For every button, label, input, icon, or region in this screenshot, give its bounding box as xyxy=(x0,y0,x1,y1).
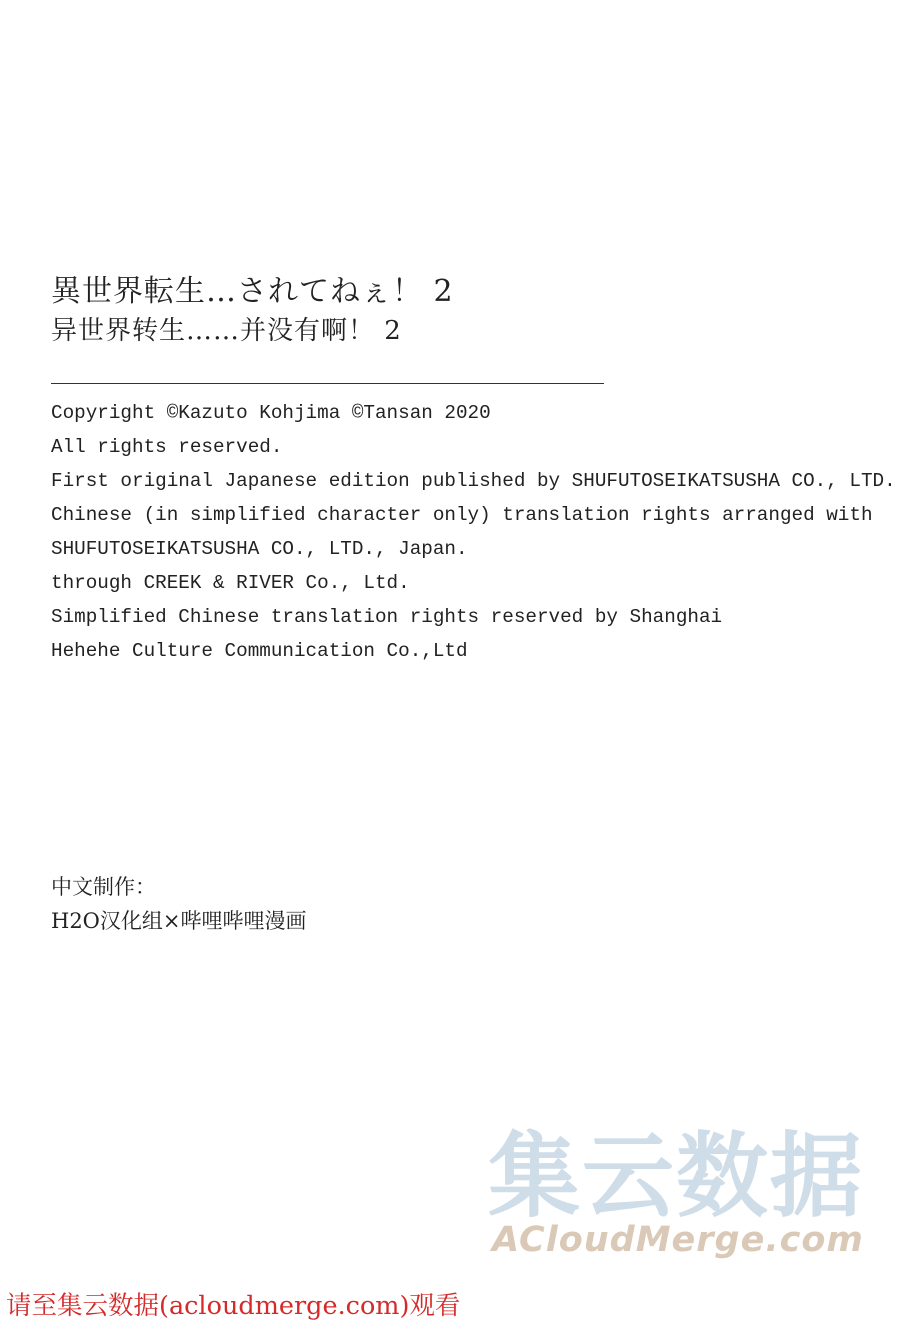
production-team: H2O汉化组×哔哩哔哩漫画 xyxy=(51,909,307,933)
credit-line-copyright: Copyright ©Kazuto Kohjima ©Tansan 2020 xyxy=(51,402,491,424)
watermark-english: ACloudMerge.com xyxy=(492,1220,864,1260)
credit-line-company: Hehehe Culture Communication Co.,Ltd xyxy=(51,640,468,662)
production-label: 中文制作： xyxy=(51,875,156,899)
credit-line-publisher: SHUFUTOSEIKATSUSHA CO., LTD., Japan. xyxy=(51,538,468,560)
production-credits xyxy=(51,870,307,938)
visit-note-link[interactable]: 请至集云数据(acloudmerge.com)观看 xyxy=(6,1291,461,1321)
credit-line-translation-rights: Chinese (in simplified character only) translation rights arranged with xyxy=(51,504,873,526)
watermark-chinese: 集云数据 xyxy=(488,1123,865,1230)
credit-line-rights: All rights reserved. xyxy=(51,436,283,458)
copyright-credits xyxy=(51,396,896,668)
watermark-logo xyxy=(488,1122,888,1272)
title-japanese: 異世界転生…されてねぇ！ 2 xyxy=(51,274,454,309)
credit-line-original-edition: First original Japanese edition published by SHUFUTOSEIKATSUSHA CO., LTD. xyxy=(51,470,896,492)
credit-line-simplified-rights: Simplified Chinese translation rights reserved by Shanghai xyxy=(51,606,723,628)
credit-line-agency: through CREEK & RIVER Co., Ltd. xyxy=(51,572,410,594)
title-chinese: 异世界转生……并没有啊！ 2 xyxy=(51,316,402,346)
divider-rule xyxy=(51,383,604,384)
